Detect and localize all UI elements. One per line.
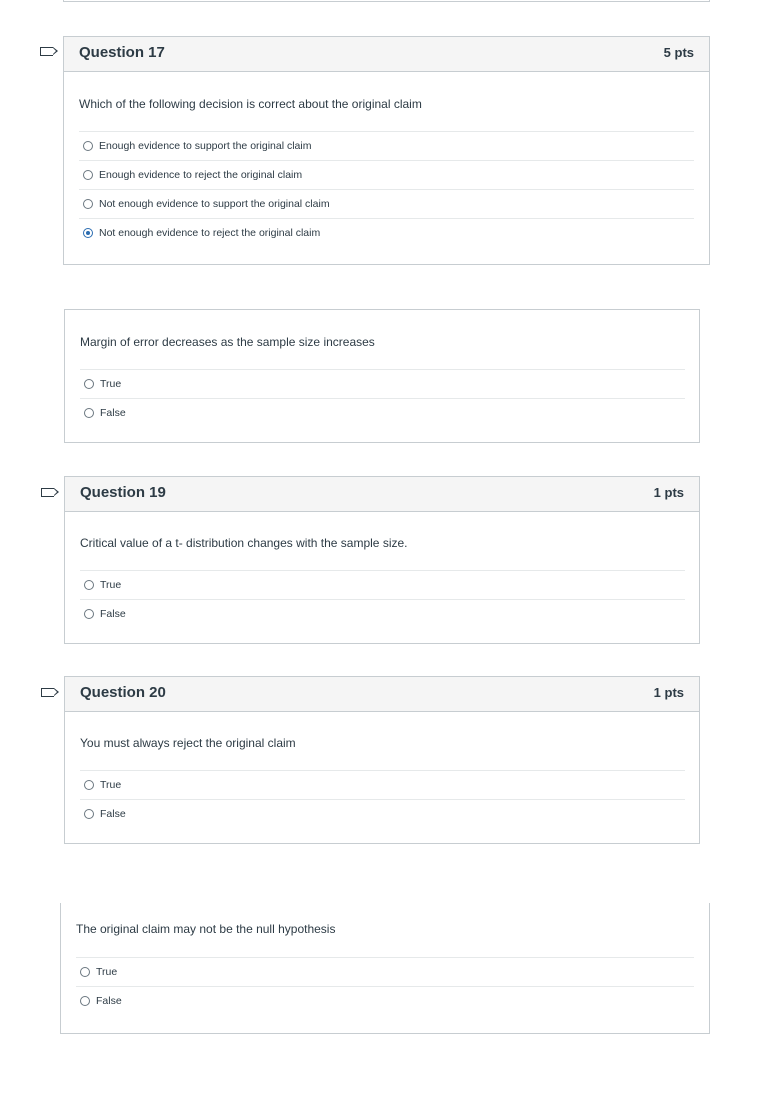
- question-18-card: [64, 309, 700, 443]
- answer-label: Not enough evidence to support the original claim: [99, 198, 330, 210]
- question-21-text: The original claim may not be the null hypothesis: [76, 922, 336, 936]
- answer-label: False: [100, 407, 126, 419]
- radio-button[interactable]: [83, 141, 93, 151]
- radio-button[interactable]: [84, 580, 94, 590]
- question-19-card: [64, 476, 700, 644]
- question-20-answer-false[interactable]: [80, 799, 685, 828]
- question-20-answer-true[interactable]: [80, 770, 685, 799]
- question-18-answers: [80, 369, 685, 427]
- question-20-header: [65, 677, 699, 712]
- answer-label: True: [100, 579, 122, 591]
- answer-label: True: [100, 378, 122, 390]
- flag-question-17-icon[interactable]: [40, 47, 53, 56]
- radio-button-selected[interactable]: [83, 228, 93, 238]
- question-17-answer-1[interactable]: [79, 131, 694, 160]
- question-19-answers: [80, 570, 685, 628]
- question-21-answer-false[interactable]: [76, 986, 694, 1015]
- question-17-points: 5 pts: [663, 45, 694, 60]
- radio-button[interactable]: [84, 609, 94, 619]
- answer-label: True: [96, 966, 118, 978]
- radio-button[interactable]: [84, 379, 94, 389]
- question-19-answer-false[interactable]: [80, 599, 685, 628]
- question-20-answers: [80, 770, 685, 828]
- radio-button[interactable]: [84, 809, 94, 819]
- radio-button[interactable]: [80, 996, 90, 1006]
- radio-button[interactable]: [83, 170, 93, 180]
- answer-label: False: [100, 808, 126, 820]
- answer-label: False: [100, 608, 126, 620]
- question-17-answer-2[interactable]: [79, 160, 694, 189]
- question-20-card: [64, 676, 700, 844]
- radio-button[interactable]: [84, 780, 94, 790]
- question-19-text: Critical value of a t- distribution changes with the sample size.: [80, 536, 408, 550]
- question-18-answer-true[interactable]: [80, 369, 685, 398]
- radio-button[interactable]: [84, 408, 94, 418]
- previous-question-card-edge: [63, 0, 710, 2]
- answer-label: Enough evidence to support the original claim: [99, 140, 312, 152]
- question-18-answer-false[interactable]: [80, 398, 685, 427]
- question-19-points: 1 pts: [653, 485, 684, 500]
- radio-button[interactable]: [83, 199, 93, 209]
- question-17-text: Which of the following decision is correct about the original claim: [79, 97, 422, 111]
- question-19-answer-true[interactable]: [80, 570, 685, 599]
- question-17-answer-3[interactable]: [79, 189, 694, 218]
- answer-label: True: [100, 779, 122, 791]
- question-17-answers: [79, 131, 694, 247]
- question-21-answers: [76, 957, 694, 1015]
- question-17-card: [63, 36, 710, 265]
- question-20-title: Question 20: [80, 684, 166, 701]
- flag-question-19-icon[interactable]: [41, 488, 54, 497]
- question-19-header: [65, 477, 699, 512]
- question-20-points: 1 pts: [653, 685, 684, 700]
- question-20-text: You must always reject the original claim: [80, 736, 296, 750]
- answer-label: Enough evidence to reject the original claim: [99, 169, 303, 181]
- question-17-title: Question 17: [79, 44, 165, 61]
- question-19-title: Question 19: [80, 484, 166, 501]
- question-17-header: [64, 37, 709, 72]
- question-18-text: Margin of error decreases as the sample size increases: [80, 335, 375, 349]
- flag-question-20-icon[interactable]: [41, 688, 54, 697]
- answer-label: Not enough evidence to reject the original claim: [99, 227, 321, 239]
- question-21-answer-true[interactable]: [76, 957, 694, 986]
- radio-button[interactable]: [80, 967, 90, 977]
- question-21-card: [60, 903, 710, 1034]
- answer-label: False: [96, 995, 122, 1007]
- question-17-answer-4[interactable]: [79, 218, 694, 247]
